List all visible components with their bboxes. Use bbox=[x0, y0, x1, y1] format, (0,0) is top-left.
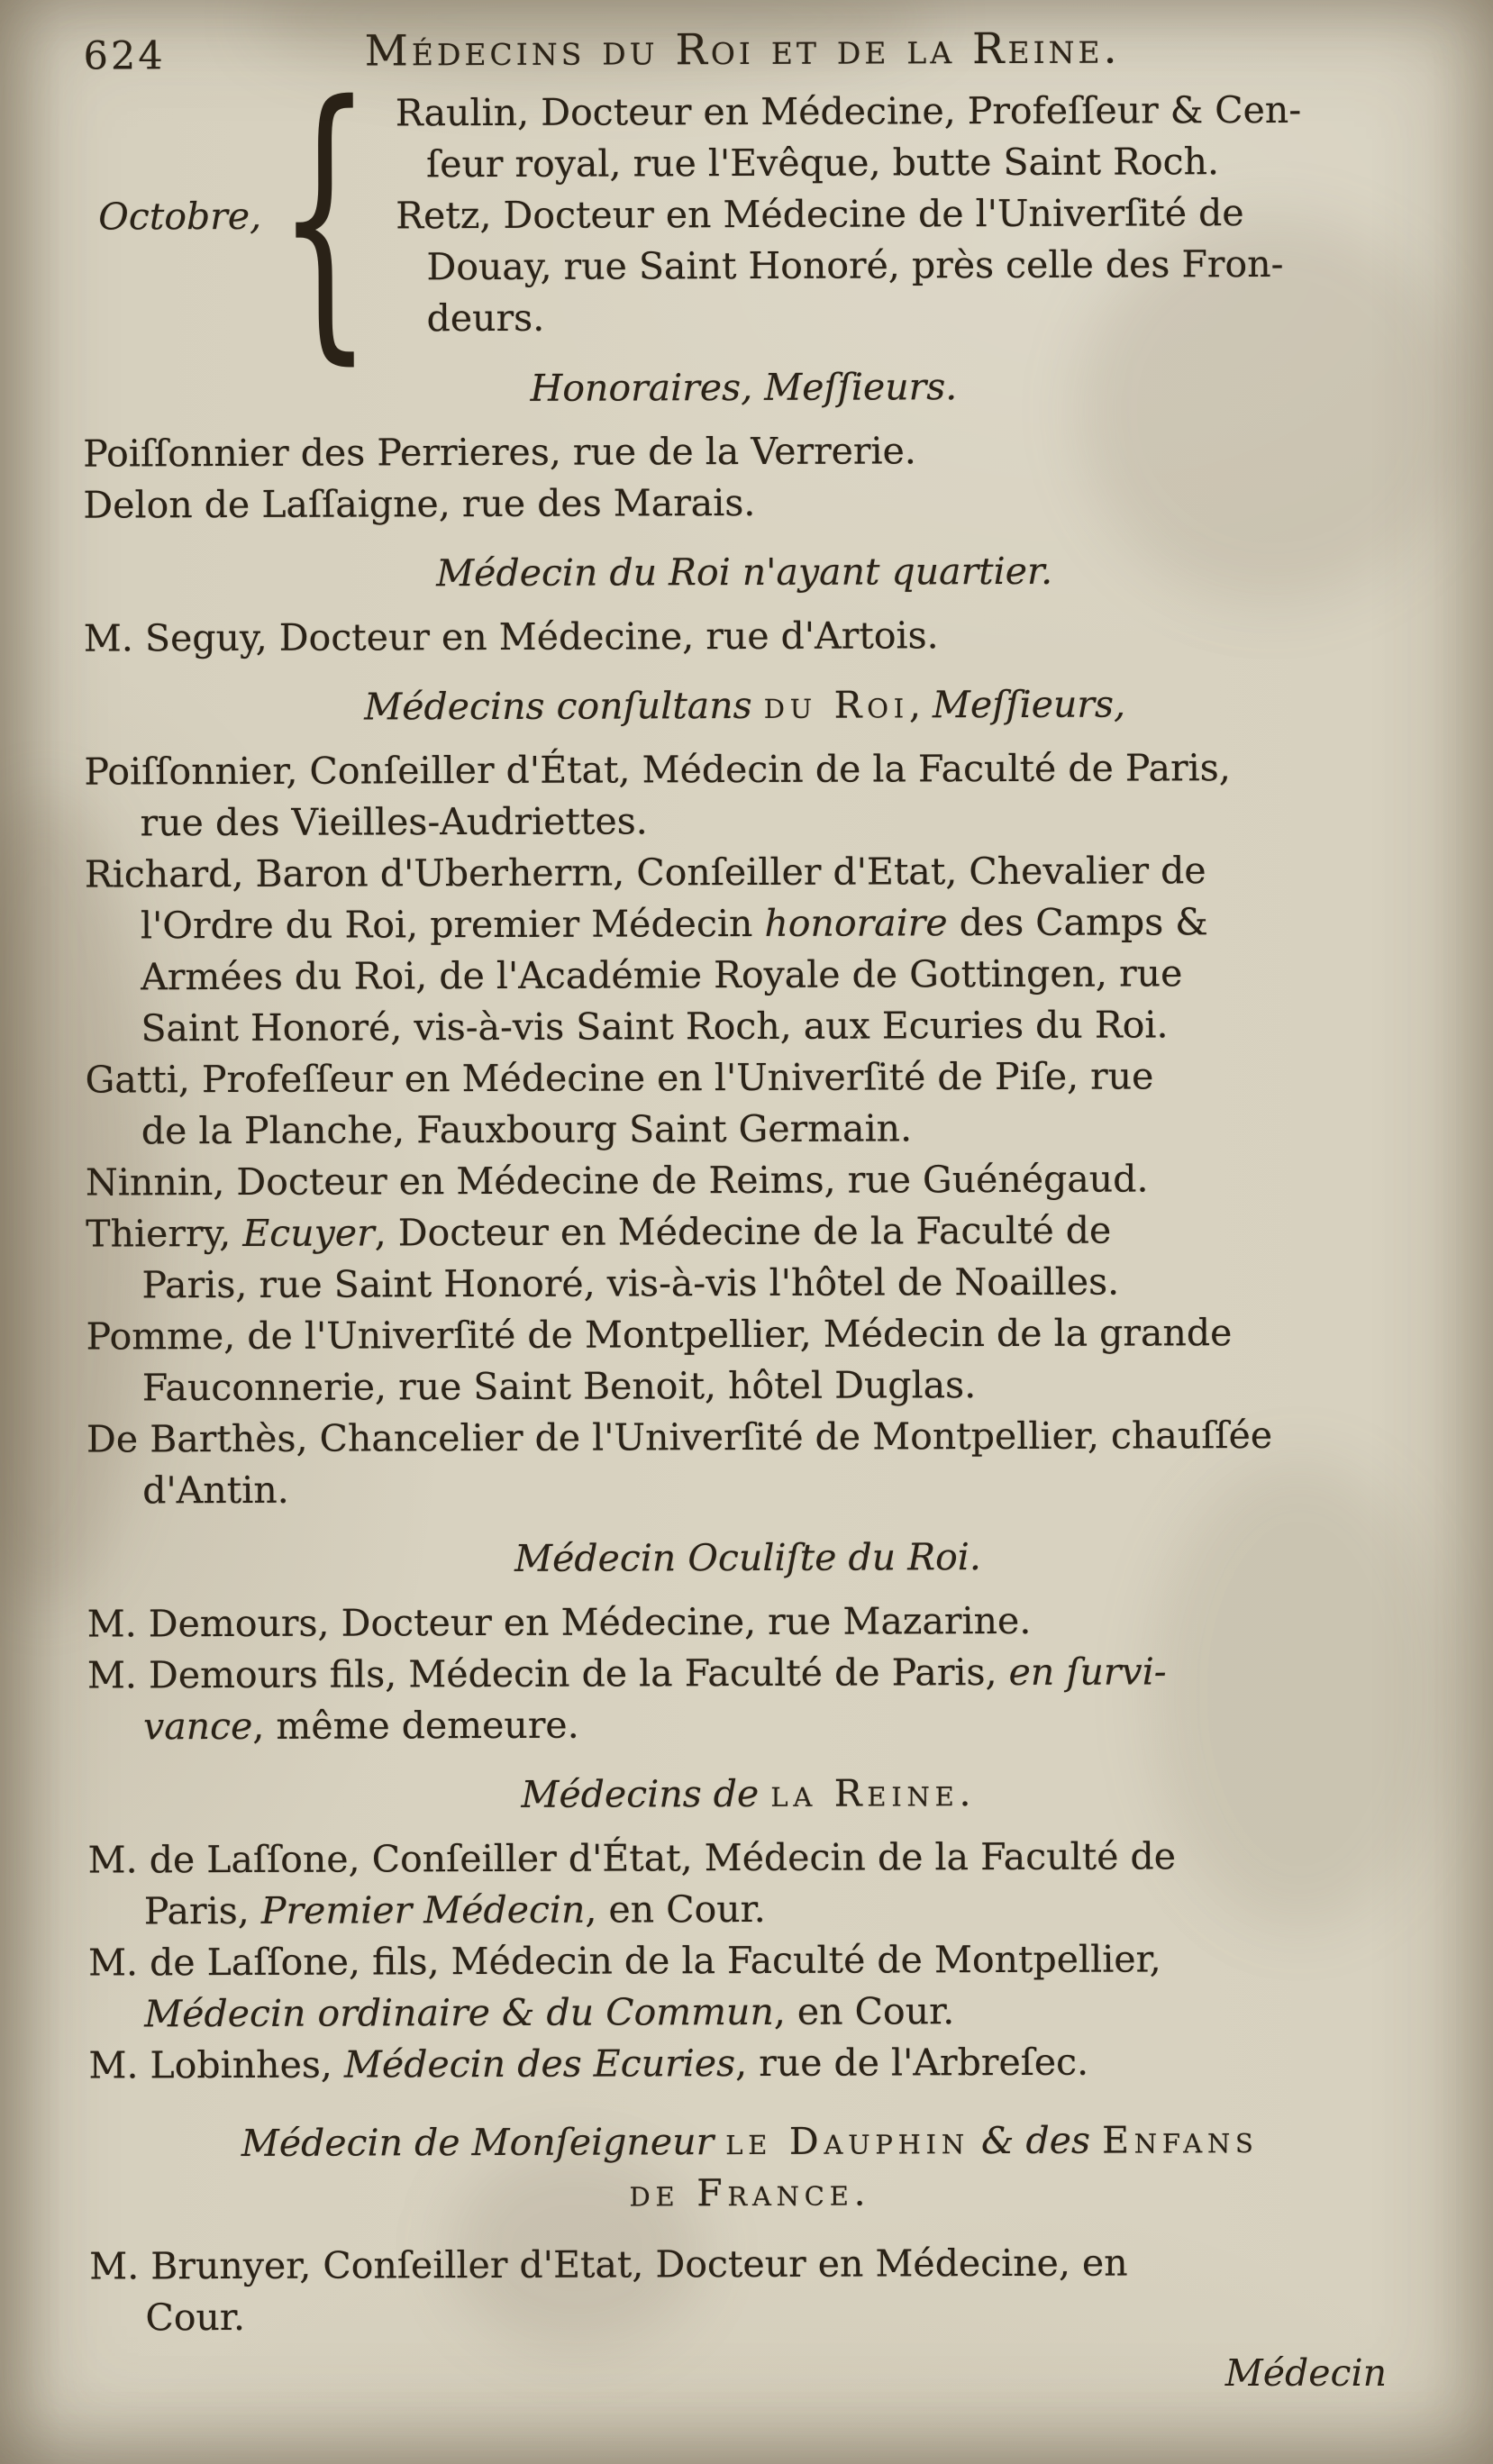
entry-thierry bbox=[86, 1204, 1407, 1311]
heading-line bbox=[89, 2165, 1411, 2221]
text-run: des Camps & bbox=[947, 900, 1208, 945]
text-line bbox=[88, 1932, 1410, 1988]
text-run: , Docteur en Médecine de la Faculté de bbox=[374, 1208, 1112, 1255]
text-run: Médecin ordinaire & du Commun bbox=[144, 1989, 774, 2036]
text-run: le Dauphin bbox=[725, 2119, 970, 2164]
heading-text: Honoraires, Meſſieurs. bbox=[530, 365, 958, 410]
text-line bbox=[86, 1204, 1407, 1259]
page-number: 624 bbox=[83, 33, 166, 79]
text-run: Médecins de bbox=[521, 1771, 771, 1816]
text-run: Médecin de Monſeigneur bbox=[241, 2120, 726, 2165]
text-run: d'Antin. bbox=[142, 1468, 289, 1513]
text-line bbox=[142, 1358, 1408, 1414]
text-run: De Barthès, Chancelier de l'Univerſité de Montpellier, chauſſée bbox=[86, 1413, 1273, 1461]
text-line bbox=[143, 1696, 1409, 1752]
text-run: , rue de l'Arbreſec. bbox=[735, 2040, 1089, 2086]
text-line bbox=[89, 2236, 1411, 2292]
entry-debarthes bbox=[86, 1409, 1408, 1516]
entry-ninnin bbox=[86, 1152, 1407, 1208]
text-line bbox=[141, 1101, 1407, 1157]
section-heading-consultans bbox=[84, 677, 1406, 733]
catchword: Médecin bbox=[1224, 2351, 1387, 2395]
text-run: Premier Médecin bbox=[260, 1887, 586, 1932]
section-heading-quartier bbox=[84, 544, 1406, 600]
text-line bbox=[145, 2287, 1411, 2343]
text-run: la Reine. bbox=[770, 1771, 977, 1815]
text-run: vance bbox=[143, 1704, 253, 1749]
text-run: M. Lobinhes, bbox=[88, 2042, 344, 2087]
text-run: Fauconnerie, rue Saint Benoit, hôtel Duglas. bbox=[141, 1363, 977, 1410]
text-run: , bbox=[908, 683, 933, 727]
text-line bbox=[141, 1255, 1407, 1311]
text-line: Retz, Docteur en Médecine de l'Univerſité de bbox=[396, 190, 1244, 237]
text-line bbox=[141, 896, 1407, 951]
text-run: de France. bbox=[629, 2170, 871, 2215]
entry-lobinhes bbox=[88, 2035, 1410, 2091]
entry-poissonnier bbox=[84, 741, 1406, 849]
section-heading-dauphin bbox=[89, 2114, 1411, 2221]
text-run: l'Ordre du Roi, premier Médecin bbox=[140, 901, 765, 948]
text-run: Paris, bbox=[143, 1888, 261, 1933]
text-run: Médecin des Ecuries bbox=[343, 2041, 736, 2087]
text-line bbox=[86, 1152, 1407, 1208]
entry-pomme bbox=[86, 1306, 1407, 1414]
text-run: , en Cour. bbox=[585, 1887, 766, 1932]
text-run: du Roi bbox=[763, 683, 910, 727]
text-line bbox=[88, 2035, 1410, 2091]
text-line bbox=[86, 1050, 1407, 1105]
entry-lassone-fils bbox=[88, 1932, 1410, 2040]
running-title: Médecins du Roi et de la Reine. bbox=[364, 23, 1121, 77]
heading-text: Médecin Oculiſte du Roi. bbox=[514, 1535, 981, 1580]
text-line bbox=[141, 998, 1407, 1054]
text-run: Enfans bbox=[1102, 2118, 1259, 2162]
text-run: M. Brunyer, Conſeiller d'Etat, Docteur en Médecine, en bbox=[89, 2241, 1128, 2288]
page-content bbox=[82, 21, 1412, 2343]
text-run: M. Demours fils, Médecin de la Faculté de Paris, bbox=[86, 1650, 1009, 1697]
text-run: Meſſieurs, bbox=[932, 682, 1126, 727]
text-line bbox=[87, 1645, 1409, 1701]
entry-gatti bbox=[86, 1050, 1407, 1157]
text-line: deurs. bbox=[426, 295, 545, 340]
text-run: Paris, rue Saint Honoré, vis-à-vis l'hôtel de Noailles. bbox=[141, 1259, 1120, 1307]
text-run: en ſurvi- bbox=[1008, 1650, 1167, 1694]
text-line: Raulin, Docteur en Médecine, Profeſſeur & Cen- bbox=[395, 87, 1302, 134]
entry-brunyer bbox=[89, 2236, 1411, 2343]
entry-seguy bbox=[84, 608, 1406, 664]
text-run: M. de Laſſone, fils, Médecin de la Faculté de Montpellier, bbox=[87, 1937, 1161, 1985]
text-run: Cour. bbox=[145, 2295, 246, 2340]
text-line bbox=[85, 844, 1407, 900]
text-run: Pomme, de l'Univerſité de Montpellier, Médecin de la grande bbox=[86, 1311, 1233, 1359]
entry-demours-fils bbox=[87, 1645, 1409, 1752]
heading-text: Médecin du Roi n'ayant quartier. bbox=[436, 549, 1053, 596]
text-run: , en Cour. bbox=[773, 1989, 955, 2033]
text-line bbox=[141, 947, 1407, 1003]
text-run: , même demeure. bbox=[252, 1703, 579, 1748]
text-line: Delon de Laſſaigne, rue des Marais. bbox=[83, 480, 756, 527]
text-run: Armées du Roi, de l'Académie Royale de Gottingen, rue bbox=[141, 951, 1183, 999]
text-line: Poiſſonnier des Perrieres, rue de la Verrerie. bbox=[83, 429, 916, 476]
text-run: Saint Honoré, vis-à-vis Saint Roch, aux Ecuries du Roi. bbox=[141, 1003, 1169, 1050]
text-run: Richard, Baron d'Uberherrn, Conſeiller d'Etat, Chevalier de bbox=[84, 849, 1206, 896]
text-run: rue des Vieilles-Audriettes. bbox=[140, 799, 648, 845]
entries-honoraires bbox=[83, 423, 1405, 531]
entry-lassone bbox=[88, 1830, 1410, 1937]
text-line bbox=[141, 793, 1407, 849]
text-line bbox=[144, 1881, 1410, 1937]
text-line bbox=[88, 1830, 1410, 1886]
text-run: Thierry, bbox=[86, 1211, 243, 1256]
text-run: Ninnin, Docteur en Médecine de Reims, rue Guénégaud. bbox=[85, 1157, 1149, 1205]
text-line bbox=[144, 1984, 1410, 2040]
brace-glyph: { bbox=[277, 42, 373, 389]
text-run: M. de Laſſone, Conſeiller d'État, Médecin de la Faculté de bbox=[87, 1834, 1177, 1882]
text-run: de la Planche, Fauxbourg Saint Germain. bbox=[141, 1106, 913, 1153]
text-line: M. Seguy, Docteur en Médecine, rue d'Artois. bbox=[83, 614, 939, 660]
october-entries bbox=[396, 84, 1302, 344]
text-line bbox=[86, 1306, 1407, 1362]
text-run: & des bbox=[969, 2118, 1103, 2163]
text-run: Médecins conſultans bbox=[364, 683, 764, 729]
text-run: Poiſſonnier, Conſeiller d'État, Médecin de la Faculté de Paris, bbox=[84, 746, 1231, 794]
section-heading-reine bbox=[87, 1766, 1409, 1822]
text-run: Ecuyer bbox=[242, 1211, 375, 1255]
entry-demours bbox=[87, 1594, 1409, 1650]
text-run: honoraire bbox=[764, 901, 948, 945]
text-line bbox=[142, 1460, 1408, 1516]
month-label: Octobre, bbox=[98, 194, 262, 239]
section-heading-oculiste bbox=[86, 1530, 1408, 1586]
text-run: M. Demours, Docteur en Médecine, rue Mazarine. bbox=[86, 1598, 1032, 1646]
text-run: Gatti, Profeſſeur en Médecine en l'Univerſité de Piſe, rue bbox=[85, 1054, 1154, 1102]
text-line: Douay, rue Saint Honoré, près celle des Fron- bbox=[426, 241, 1284, 288]
entry-richard bbox=[85, 844, 1407, 1054]
text-line bbox=[87, 1594, 1409, 1650]
text-line bbox=[86, 1409, 1408, 1465]
text-line: ſeur royal, rue l'Evêque, butte Saint Roch. bbox=[425, 139, 1220, 186]
text-line bbox=[84, 741, 1406, 797]
heading-line bbox=[89, 2114, 1411, 2169]
